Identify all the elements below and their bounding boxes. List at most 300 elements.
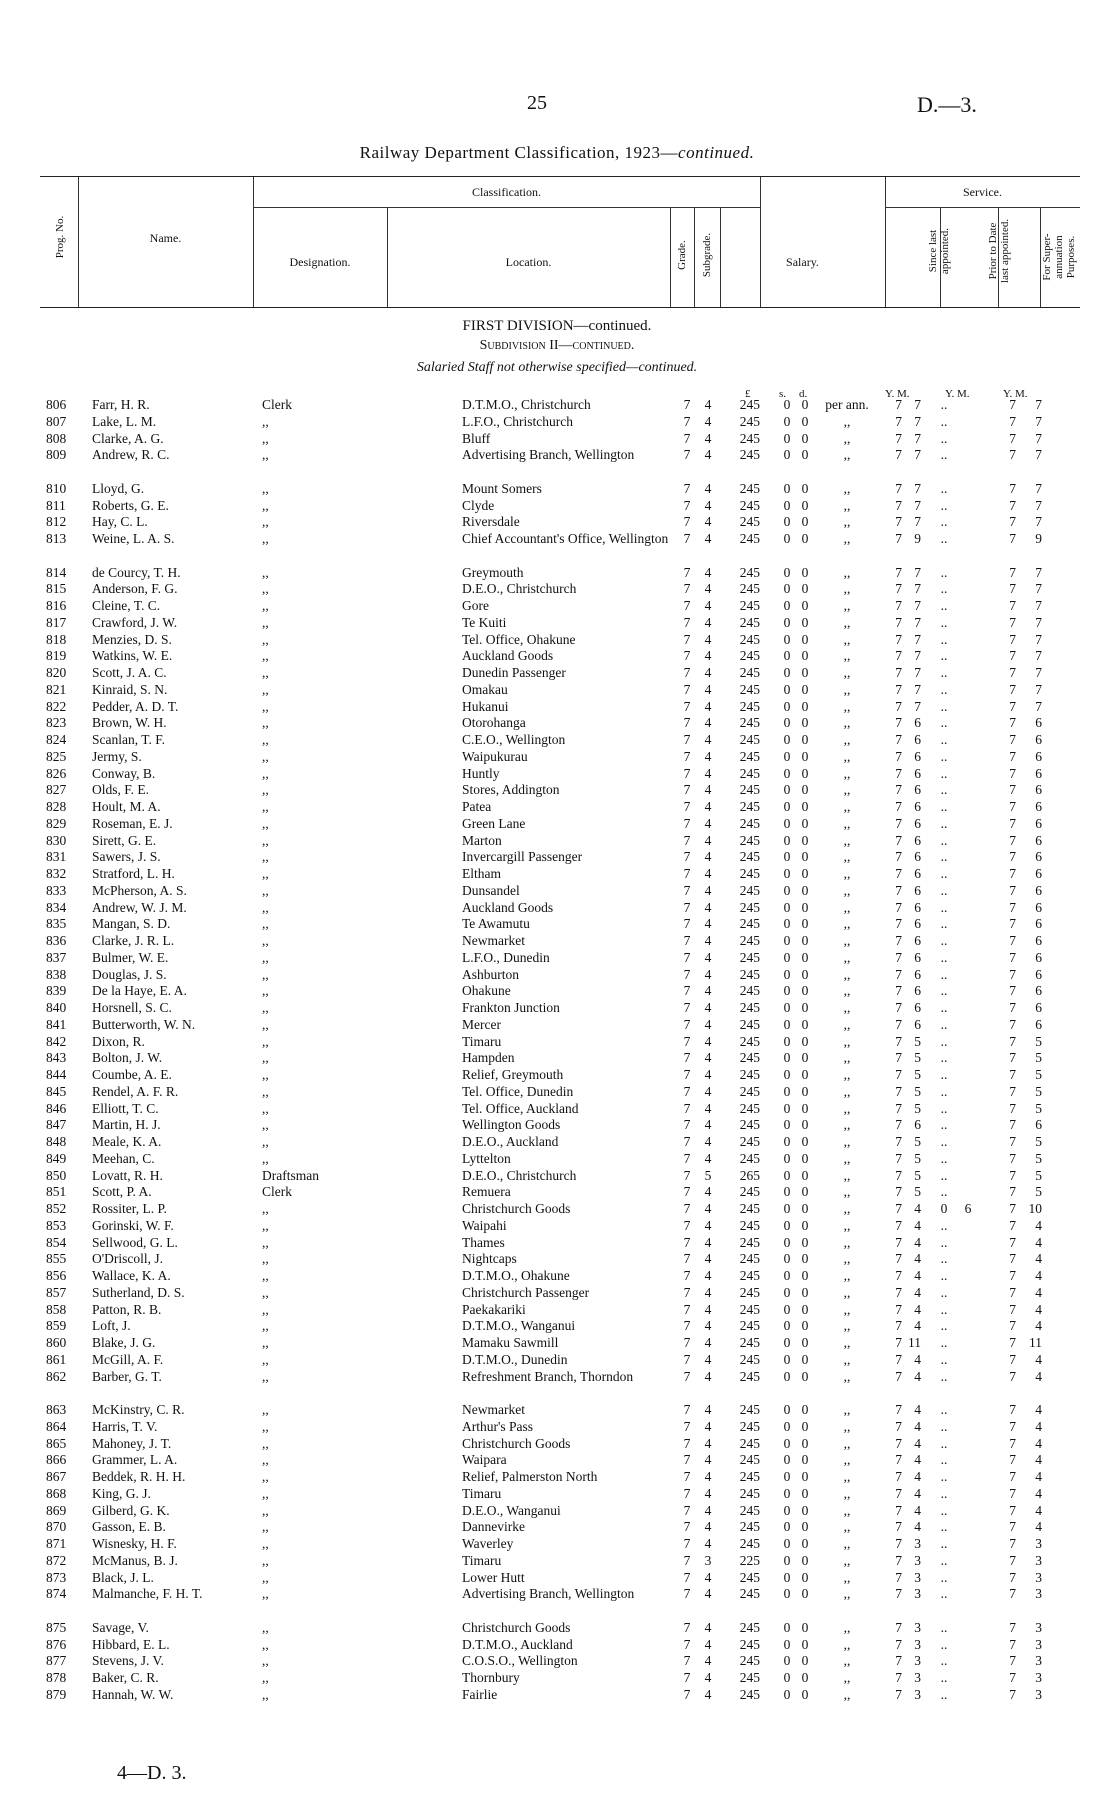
cell-sy: 7 — [895, 1653, 902, 1669]
cell-pence: 0 — [801, 1167, 809, 1183]
cell-loc: Te Kuiti — [462, 614, 507, 630]
cell-shill: 0 — [783, 1016, 791, 1032]
cell-fm: 6 — [1035, 782, 1042, 798]
cell-sub: 4 — [704, 480, 712, 496]
cell-prog: 852 — [46, 1201, 67, 1216]
cell-loc: Ashburton — [462, 966, 519, 982]
cell-pence: 0 — [801, 882, 809, 898]
cell-prog: 876 — [46, 1636, 67, 1652]
unit-service-prior: Y. M. — [945, 388, 970, 400]
cell-name: Roseman, E. J. — [92, 815, 173, 831]
cell-fm: 6 — [1035, 849, 1042, 865]
cell-loc: Fairlie — [462, 1686, 498, 1702]
cell-sm: 6 — [914, 916, 921, 932]
cell-grade: 7 — [683, 899, 691, 915]
table-row — [0, 615, 1114, 632]
cell-name: Scott, J. A. C. — [92, 665, 167, 680]
cell-sm: 7 — [914, 648, 921, 664]
cell-py: .. — [940, 899, 948, 915]
table-row — [0, 1620, 1114, 1637]
cell-fy: 7 — [1009, 480, 1016, 496]
cell-loc: C.E.O., Wellington — [462, 732, 566, 747]
cell-per: ,, — [843, 1201, 851, 1216]
cell-py: .. — [940, 1318, 948, 1334]
cell-shill: 0 — [783, 430, 791, 446]
cell-sm: 7 — [914, 614, 921, 630]
cell-pounds: 245 — [739, 1619, 760, 1635]
cell-fy: 7 — [1009, 983, 1016, 999]
cell-pence: 0 — [801, 1016, 809, 1032]
table-row — [0, 1653, 1114, 1670]
cell-shill: 0 — [783, 1201, 791, 1216]
cell-fy: 7 — [1009, 497, 1016, 513]
cell-pounds: 245 — [739, 983, 760, 999]
cell-sm: 3 — [914, 1686, 921, 1702]
cell-grade: 7 — [683, 631, 691, 647]
cell-prog: 845 — [46, 1083, 67, 1099]
table-row — [0, 1084, 1114, 1101]
cell-sm: 6 — [914, 815, 921, 831]
cell-fy: 7 — [1009, 631, 1016, 647]
cell-sm: 7 — [914, 698, 921, 714]
table-row — [0, 1452, 1114, 1469]
cell-grade: 7 — [683, 782, 691, 798]
cell-fm: 6 — [1035, 866, 1042, 881]
cell-sm: 7 — [914, 497, 921, 513]
cell-py: .. — [940, 1452, 948, 1468]
cell-per: ,, — [843, 1268, 851, 1283]
cell-grade: 7 — [683, 832, 691, 848]
cell-fy: 7 — [1009, 1301, 1016, 1317]
cell-name: Clarke, A. G. — [92, 430, 164, 446]
cell-fm: 6 — [1035, 916, 1042, 932]
header-name: Name. — [149, 231, 182, 245]
cell-shill: 0 — [783, 1519, 791, 1535]
header-location: Location. — [505, 255, 552, 269]
cell-pence: 0 — [801, 1485, 809, 1501]
cell-sy: 7 — [895, 648, 902, 664]
cell-py: .. — [940, 1368, 948, 1384]
cell-py: .. — [940, 1469, 948, 1484]
cell-sub: 4 — [704, 799, 712, 814]
cell-fm: 3 — [1035, 1686, 1042, 1702]
cell-prog: 811 — [46, 497, 66, 513]
cell-pence: 0 — [801, 1519, 809, 1535]
cell-py: .. — [940, 748, 948, 764]
cell-sy: 7 — [895, 916, 902, 932]
table-row — [0, 933, 1114, 950]
cell-py: .. — [940, 715, 948, 731]
cell-sy: 7 — [895, 1301, 902, 1317]
cell-sy: 7 — [895, 698, 902, 714]
cell-desig: ,, — [262, 1452, 269, 1468]
cell-fm: 6 — [1035, 748, 1042, 764]
cell-fy: 7 — [1009, 413, 1016, 429]
table-row — [0, 1134, 1114, 1151]
cell-shill: 0 — [783, 564, 791, 580]
cell-shill: 0 — [783, 933, 791, 948]
cell-sm: 4 — [914, 1301, 921, 1317]
cell-fm: 7 — [1035, 413, 1042, 429]
cell-sm: 4 — [914, 1452, 921, 1468]
cell-per: ,, — [843, 1469, 851, 1484]
cell-shill: 0 — [783, 815, 791, 831]
cell-per: ,, — [843, 1569, 851, 1585]
cell-sy: 7 — [895, 1569, 902, 1585]
cell-prog: 866 — [46, 1452, 67, 1468]
table-row — [0, 648, 1114, 665]
cell-prog: 821 — [46, 681, 67, 697]
cell-pounds: 245 — [739, 1100, 760, 1116]
cell-py: .. — [940, 1000, 948, 1015]
cell-sm: 11 — [908, 1335, 921, 1350]
cell-pounds: 265 — [739, 1167, 760, 1183]
cell-fy: 7 — [1009, 1368, 1016, 1384]
cell-name: Horsnell, S. C. — [92, 1000, 172, 1015]
cell-pence: 0 — [801, 1335, 809, 1350]
cell-name: Anderson, F. G. — [92, 581, 178, 597]
cell-per: ,, — [843, 983, 851, 999]
cell-prog: 867 — [46, 1469, 67, 1484]
cell-shill: 0 — [783, 1033, 791, 1049]
cell-shill: 0 — [783, 782, 791, 798]
cell-fm: 4 — [1035, 1234, 1042, 1250]
cell-pence: 0 — [801, 1217, 809, 1233]
cell-name: Pedder, A. D. T. — [92, 698, 179, 714]
cell-pence: 0 — [801, 1301, 809, 1317]
cell-per: ,, — [843, 598, 851, 613]
cell-sub: 4 — [704, 1435, 712, 1451]
cell-pence: 0 — [801, 983, 809, 999]
cell-py: .. — [940, 1335, 948, 1350]
cell-per: ,, — [843, 681, 851, 697]
cell-fy: 7 — [1009, 1067, 1016, 1082]
cell-sub: 4 — [704, 665, 712, 680]
cell-pounds: 245 — [739, 564, 760, 580]
cell-per: ,, — [843, 1000, 851, 1015]
cell-fm: 5 — [1035, 1083, 1042, 1099]
cell-name: Menzies, D. S. — [92, 631, 172, 647]
cell-fy: 7 — [1009, 933, 1016, 948]
cell-fy: 7 — [1009, 1033, 1016, 1049]
cell-loc: Christchurch Goods — [462, 1201, 571, 1216]
cell-sy: 7 — [895, 799, 902, 814]
cell-fy: 7 — [1009, 447, 1016, 463]
cell-prog: 838 — [46, 966, 67, 982]
cell-loc: Christchurch Goods — [462, 1435, 571, 1451]
table-row — [0, 481, 1114, 498]
cell-loc: Advertising Branch, Wellington — [462, 447, 635, 463]
cell-pounds: 245 — [739, 1586, 760, 1602]
cell-name: McGill, A. F. — [92, 1351, 164, 1367]
cell-name: Rossiter, L. P. — [92, 1201, 167, 1216]
cell-sy: 7 — [895, 1000, 902, 1015]
cell-sm: 6 — [914, 1117, 921, 1133]
cell-sy: 7 — [895, 581, 902, 597]
cell-py: .. — [940, 581, 948, 597]
cell-pounds: 245 — [739, 1301, 760, 1317]
cell-sm: 6 — [914, 882, 921, 898]
cell-pence: 0 — [801, 698, 809, 714]
cell-pence: 0 — [801, 614, 809, 630]
cell-loc: Relief, Greymouth — [462, 1067, 564, 1082]
cell-grade: 7 — [683, 1301, 691, 1317]
cell-pence: 0 — [801, 1670, 809, 1685]
cell-name: Conway, B. — [92, 765, 156, 781]
cell-py: .. — [940, 882, 948, 898]
cell-per: ,, — [843, 1100, 851, 1116]
cell-prog: 806 — [46, 397, 67, 412]
cell-shill: 0 — [783, 949, 791, 965]
cell-shill: 0 — [783, 1418, 791, 1434]
cell-fm: 6 — [1035, 1000, 1042, 1015]
cell-sm: 6 — [914, 899, 921, 915]
cell-loc: D.T.M.O., Wanganui — [462, 1318, 576, 1334]
cell-per: ,, — [843, 1368, 851, 1384]
cell-per: ,, — [843, 1686, 851, 1702]
cell-per: ,, — [843, 581, 851, 597]
cell-shill: 0 — [783, 715, 791, 731]
cell-desig: ,, — [262, 698, 269, 714]
cell-sub: 4 — [704, 916, 712, 932]
cell-prog: 819 — [46, 648, 67, 664]
cell-desig: ,, — [262, 598, 269, 613]
cell-sm: 4 — [914, 1502, 921, 1518]
cell-loc: Christchurch Goods — [462, 1619, 571, 1635]
cell-fy: 7 — [1009, 1318, 1016, 1334]
table-row — [0, 1503, 1114, 1520]
cell-sub: 4 — [704, 1150, 712, 1166]
cell-desig: ,, — [262, 681, 269, 697]
cell-pounds: 245 — [739, 1536, 760, 1551]
cell-fy: 7 — [1009, 1083, 1016, 1099]
cell-grade: 7 — [683, 1418, 691, 1434]
cell-fy: 7 — [1009, 1284, 1016, 1300]
cell-loc: Lower Hutt — [462, 1569, 525, 1585]
cell-per: ,, — [843, 665, 851, 680]
table-row — [0, 1168, 1114, 1185]
cell-loc: Refreshment Branch, Thorndon — [462, 1368, 634, 1384]
cell-name: Hannah, W. W. — [92, 1686, 174, 1702]
cell-prog: 832 — [46, 866, 67, 881]
cell-py: .. — [940, 598, 948, 613]
cell-fy: 7 — [1009, 1552, 1016, 1568]
cell-desig: ,, — [262, 748, 269, 764]
cell-fm: 6 — [1035, 715, 1042, 731]
cell-prog: 878 — [46, 1670, 67, 1685]
cell-prog: 873 — [46, 1569, 67, 1585]
cell-sub: 4 — [704, 1251, 712, 1267]
cell-pence: 0 — [801, 1636, 809, 1652]
cell-fm: 5 — [1035, 1167, 1042, 1183]
cell-fm: 4 — [1035, 1502, 1042, 1518]
cell-prog: 842 — [46, 1033, 67, 1049]
cell-shill: 0 — [783, 1167, 791, 1183]
cell-pounds: 245 — [739, 1452, 760, 1468]
table-row — [0, 833, 1114, 850]
cell-sm: 7 — [914, 480, 921, 496]
cell-fy: 7 — [1009, 866, 1016, 881]
cell-per: ,, — [843, 882, 851, 898]
cell-sy: 7 — [895, 447, 902, 463]
cell-sy: 7 — [895, 1083, 902, 1099]
cell-pounds: 245 — [739, 497, 760, 513]
cell-shill: 0 — [783, 765, 791, 781]
cell-desig: Clerk — [262, 397, 292, 412]
cell-sy: 7 — [895, 715, 902, 731]
table-row — [0, 1519, 1114, 1536]
cell-py: .. — [940, 1100, 948, 1116]
header-since-last-appointed: Since last appointed. — [927, 227, 951, 275]
cell-pence: 0 — [801, 1033, 809, 1049]
cell-prog: 813 — [46, 531, 67, 546]
cell-name: Sawers, J. S. — [92, 849, 161, 865]
cell-desig: ,, — [262, 1569, 269, 1585]
cell-py: .. — [940, 1653, 948, 1669]
table-row — [0, 1235, 1114, 1252]
cell-sy: 7 — [895, 1184, 902, 1200]
cell-pence: 0 — [801, 1201, 809, 1216]
cell-py: .. — [940, 514, 948, 530]
cell-per: ,, — [843, 1217, 851, 1233]
cell-prog: 853 — [46, 1217, 67, 1233]
header-superannuation: For Super-annuation Purposes. — [1041, 233, 1077, 281]
cell-sy: 7 — [895, 1452, 902, 1468]
cell-shill: 0 — [783, 681, 791, 697]
cell-py: .. — [940, 1418, 948, 1434]
cell-prog: 858 — [46, 1301, 67, 1317]
cell-py: .. — [940, 1686, 948, 1702]
cell-prog: 837 — [46, 949, 67, 965]
cell-pence: 0 — [801, 1469, 809, 1484]
cell-pounds: 245 — [739, 1284, 760, 1300]
cell-sy: 7 — [895, 1100, 902, 1116]
cell-prog: 864 — [46, 1418, 67, 1434]
cell-sub: 4 — [704, 949, 712, 965]
cell-grade: 7 — [683, 849, 691, 865]
cell-shill: 0 — [783, 1452, 791, 1468]
unit-pence: d. — [799, 388, 808, 400]
cell-sy: 7 — [895, 681, 902, 697]
cell-prog: 829 — [46, 815, 67, 831]
cell-grade: 7 — [683, 949, 691, 965]
cell-prog: 863 — [46, 1402, 67, 1417]
cell-per: ,, — [843, 899, 851, 915]
cell-prog: 815 — [46, 581, 67, 597]
cell-name: Bolton, J. W. — [92, 1050, 163, 1066]
cell-fm: 4 — [1035, 1351, 1042, 1367]
cell-sub: 4 — [704, 1268, 712, 1283]
cell-sm: 4 — [914, 1435, 921, 1451]
cell-loc: D.E.O., Wanganui — [462, 1502, 561, 1518]
cell-sm: 6 — [914, 782, 921, 798]
cell-prog: 822 — [46, 698, 67, 714]
cell-sm: 4 — [914, 1519, 921, 1535]
cell-pounds: 245 — [739, 949, 760, 965]
cell-name: Stevens, J. V. — [92, 1653, 164, 1669]
cell-py: .. — [940, 1435, 948, 1451]
cell-pounds: 245 — [739, 514, 760, 530]
cell-loc: Ohakune — [462, 983, 511, 999]
cell-sub: 4 — [704, 849, 712, 865]
cell-grade: 7 — [683, 564, 691, 580]
cell-pounds: 245 — [739, 849, 760, 865]
cell-per: ,, — [843, 1418, 851, 1434]
cell-pence: 0 — [801, 497, 809, 513]
cell-py: .. — [940, 916, 948, 932]
header-classification: Classification. — [472, 185, 541, 199]
cell-shill: 0 — [783, 447, 791, 463]
cell-shill: 0 — [783, 1301, 791, 1317]
cell-desig: ,, — [262, 1033, 269, 1049]
cell-pounds: 245 — [739, 397, 760, 412]
cell-loc: C.O.S.O., Wellington — [462, 1653, 578, 1669]
cell-fy: 7 — [1009, 1435, 1016, 1451]
cell-name: Wallace, K. A. — [92, 1268, 171, 1283]
cell-sub: 4 — [704, 1502, 712, 1518]
cell-loc: Hukanui — [462, 698, 509, 714]
cell-fy: 7 — [1009, 531, 1016, 546]
table-row — [0, 1369, 1114, 1403]
cell-per: ,, — [843, 1184, 851, 1200]
cell-fm: 7 — [1035, 480, 1042, 496]
cell-fy: 7 — [1009, 1569, 1016, 1585]
cell-pence: 0 — [801, 1653, 809, 1669]
cell-pm: 6 — [964, 1201, 972, 1216]
cell-per: ,, — [843, 1351, 851, 1367]
cell-sub: 4 — [704, 531, 712, 546]
cell-grade: 7 — [683, 430, 691, 446]
table-row — [0, 665, 1114, 682]
cell-sy: 7 — [895, 1435, 902, 1451]
cell-per: ,, — [843, 1502, 851, 1518]
cell-per: ,, — [843, 866, 851, 881]
cell-sy: 7 — [895, 1619, 902, 1635]
cell-fy: 7 — [1009, 1519, 1016, 1535]
unit-shilling: s. — [779, 388, 787, 400]
cell-loc: Frankton Junction — [462, 1000, 560, 1015]
cell-fm: 6 — [1035, 832, 1042, 848]
cell-desig: ,, — [262, 1636, 269, 1652]
cell-per: ,, — [843, 916, 851, 932]
cell-per: ,, — [843, 514, 851, 530]
cell-prog: 835 — [46, 916, 67, 932]
cell-fm: 4 — [1035, 1284, 1042, 1300]
cell-fm: 4 — [1035, 1418, 1042, 1434]
cell-fy: 7 — [1009, 1268, 1016, 1283]
cell-pounds: 245 — [739, 782, 760, 798]
cell-shill: 0 — [783, 514, 791, 530]
cell-grade: 7 — [683, 497, 691, 513]
cell-loc: Otorohanga — [462, 715, 526, 731]
running-title — [0, 143, 1114, 163]
cell-per: ,, — [843, 1670, 851, 1685]
cell-shill: 0 — [783, 1318, 791, 1334]
cell-pence: 0 — [801, 899, 809, 915]
cell-sm: 4 — [914, 1234, 921, 1250]
cell-pence: 0 — [801, 480, 809, 496]
cell-sub: 3 — [704, 1552, 712, 1568]
cell-prog: 877 — [46, 1653, 67, 1669]
cell-sub: 4 — [704, 631, 712, 647]
cell-per: ,, — [843, 1234, 851, 1250]
unit-pound: £ — [745, 388, 751, 400]
cell-sy: 7 — [895, 748, 902, 764]
cell-per: ,, — [843, 1150, 851, 1166]
cell-prog: 825 — [46, 748, 67, 764]
cell-loc: Timaru — [462, 1552, 502, 1568]
cell-fy: 7 — [1009, 1016, 1016, 1032]
